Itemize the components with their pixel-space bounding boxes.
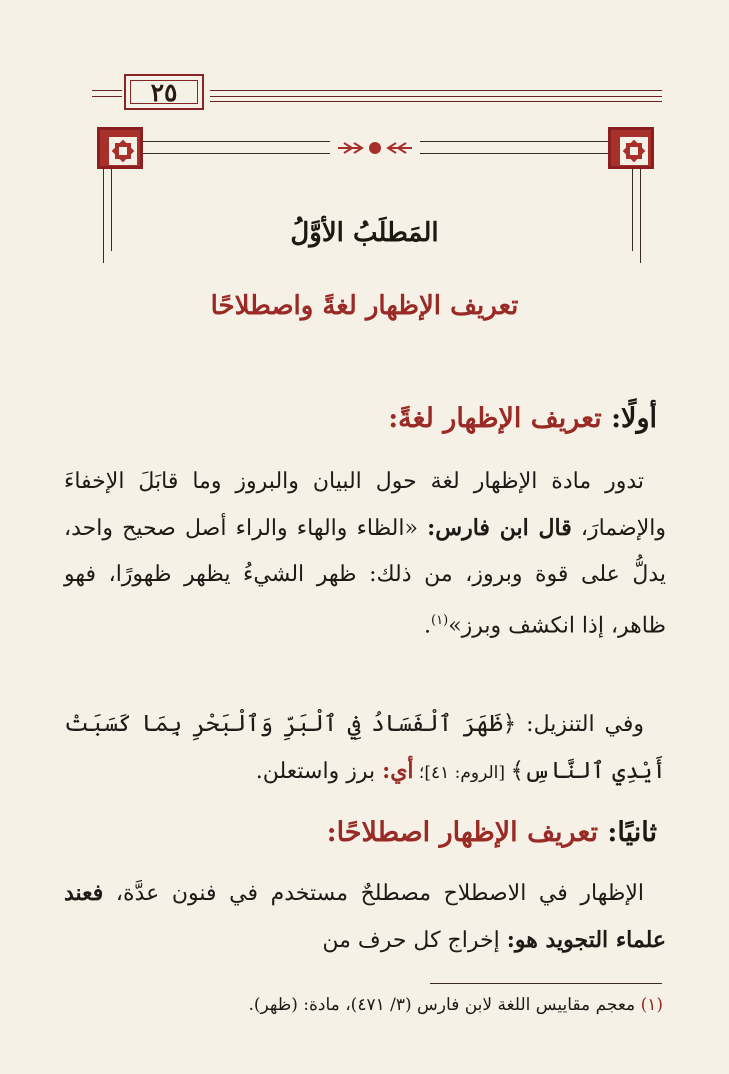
verse-reference: [الروم: ٤١]؛ xyxy=(413,763,511,783)
frame-right-line xyxy=(640,169,641,263)
header-rule-left xyxy=(92,90,122,91)
para3-bold: فعند علماء التجويد هو: xyxy=(64,880,666,953)
center-ornament xyxy=(330,136,420,160)
frame-left-line xyxy=(103,169,104,263)
corner-ornament-left xyxy=(97,127,143,169)
footnote-text: معجم مقاييس اللغة لابن فارس (٣/ ٤٧١)، مادة: (ظهر). xyxy=(248,995,636,1015)
corner-ornament-right xyxy=(608,127,654,169)
header-rule-left-2 xyxy=(92,96,122,97)
paragraph-1 xyxy=(64,459,666,649)
para1-text-1: تدور مادة الإظهار لغة حول البيان والبروز وما قابَلَ الإخفاءَ والإضمارَ، xyxy=(64,469,666,541)
page-number-box xyxy=(124,74,204,110)
star-icon xyxy=(618,135,650,167)
paragraph-2 xyxy=(64,701,666,796)
part2-lead: ثانيًا: xyxy=(607,817,657,848)
subtitle: تعريف الإظهار لغةً واصطلاحًا xyxy=(210,291,519,321)
para2-ay: أي: xyxy=(382,758,414,784)
quran-verse: ﴿ظَهَرَ ٱلْفَسَادُ فِي ٱلْبَرِّ وَٱلْبَحْرِ بِمَا كَسَبَتْ أَيْدِي ٱلنَّاسِ﴾ xyxy=(64,711,666,784)
part1-title: تعريف الإظهار لغةً: xyxy=(388,403,602,434)
part2-heading xyxy=(327,817,657,848)
para1-bold: قال ابن فارس: xyxy=(427,515,572,541)
footnote-number: (١) xyxy=(640,995,663,1015)
para1-text-2: «الظاء والهاء والراء أصل صحيح واحد، يدلُّ على قوة وبروز، من ذلك: ظهر الشيءُ يظهر ظهورًا، فهو ظاهر، إذا انكشف وبرز» xyxy=(64,516,666,639)
header-rule-right xyxy=(210,90,662,91)
footnote-ref: (١) xyxy=(431,613,449,628)
para3-text-1: الإظهار في الاصطلاح مصطلحٌ مستخدم في فنون عدَّة، xyxy=(103,881,644,906)
footnote xyxy=(248,995,663,1015)
part1-heading xyxy=(388,403,657,434)
page-number: ٢٥ xyxy=(150,78,178,107)
header-rule-right-3 xyxy=(210,101,662,102)
part1-lead: أولًا: xyxy=(611,403,657,434)
paragraph-3 xyxy=(64,870,666,964)
para3-text-2: إخراج كل حرف من xyxy=(322,928,507,953)
para1-end: . xyxy=(424,613,432,639)
para2-text-1: وفي التنزيل: xyxy=(516,712,644,737)
para2-text-2: برز واستعلن. xyxy=(255,759,383,784)
section-title: المَطلَبُ الأوَّلُ xyxy=(290,218,439,248)
star-icon xyxy=(107,135,139,167)
footnote-rule xyxy=(430,983,662,984)
part2-title: تعريف الإظهار اصطلاحًا: xyxy=(326,817,598,848)
header-rule-right-2 xyxy=(210,96,662,97)
